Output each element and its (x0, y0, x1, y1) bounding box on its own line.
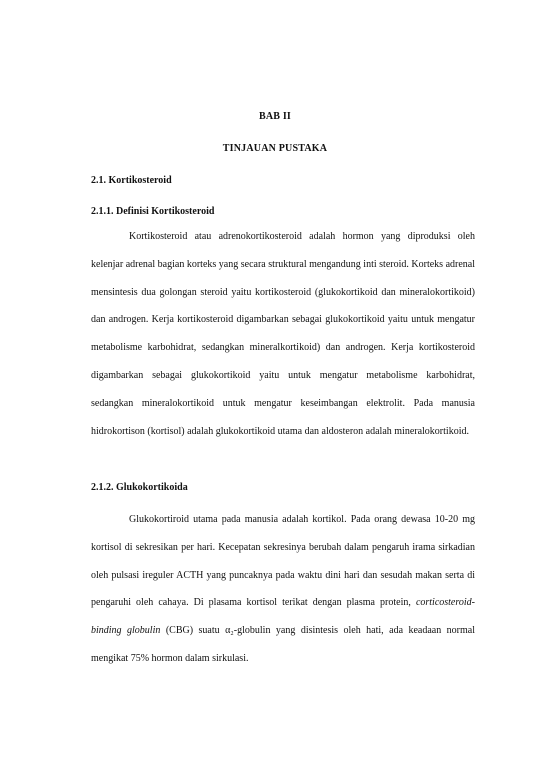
paragraph-glukokortikoida-text-start: Glukokortiroid utama pada manusia adalah kortikol. Pada orang dewasa 10-20 mg kortisol di sekresikan per hari. Kecepatan sekresinya berubah dalam pengaruh irama sirkadian oleh pulsasi ireguler ACTH yang puncaknya pada waktu dini hari dan sesudah makan serta di pengaruhi oleh cahaya. Di plasama kortisol terikat dengan plasma protein, (91, 514, 475, 609)
chapter-number: BAB II (258, 111, 292, 122)
section-heading-kortikosteroid: 2.1. Kortikosteroid (91, 175, 172, 186)
paragraph-glukokortikoida (91, 506, 475, 673)
subsection-heading-definisi: 2.1.1. Definisi Kortikosteroid (91, 206, 215, 217)
paragraph-glukokortikoida-text-end: (CBG) suatu α₂-globulin yang disintesis oleh hati, ada keadaan normal mengikat 75% hormon dalam sirkulasi. (91, 625, 475, 664)
italic-term-cbg: corticosteroid-binding globulin (91, 597, 475, 637)
chapter-title: TINJAUAN PUSTAKA (222, 143, 328, 154)
subsection-heading-glukokortikoida: 2.1.2. Glukokortikoida (91, 482, 188, 493)
paragraph-definisi-text: Kortikosteroid atau adrenokortikosteroid adalah hormon yang diproduksi oleh kelenjar adrenal bagian korteks yang secara struktural mengandung inti steroid. Korteks adrenal mensintesis dua golongan steroid yaitu kortikosteroid (glukokortikoid dan mineralokortikoid) dan androgen. Kerja kortikosteroid digambarkan sebagai glukokortikoid yaitu untuk mengatur metabolisme karbohidrat, sedangkan mineralkortikoid) dan androgen. Kerja kortikosteroid digambarkan sebagai glukokortikoid yaitu untuk mengatur metabolisme karbohidrat, sedangkan mineralokortikoid untuk mengatur keseimbangan elektrolit. Pada manusia hidrokortison (kortisol) adalah glukokortikoid utama dan aldosteron adalah mineralokortikoid. (91, 231, 475, 437)
paragraph-definisi (91, 223, 475, 445)
